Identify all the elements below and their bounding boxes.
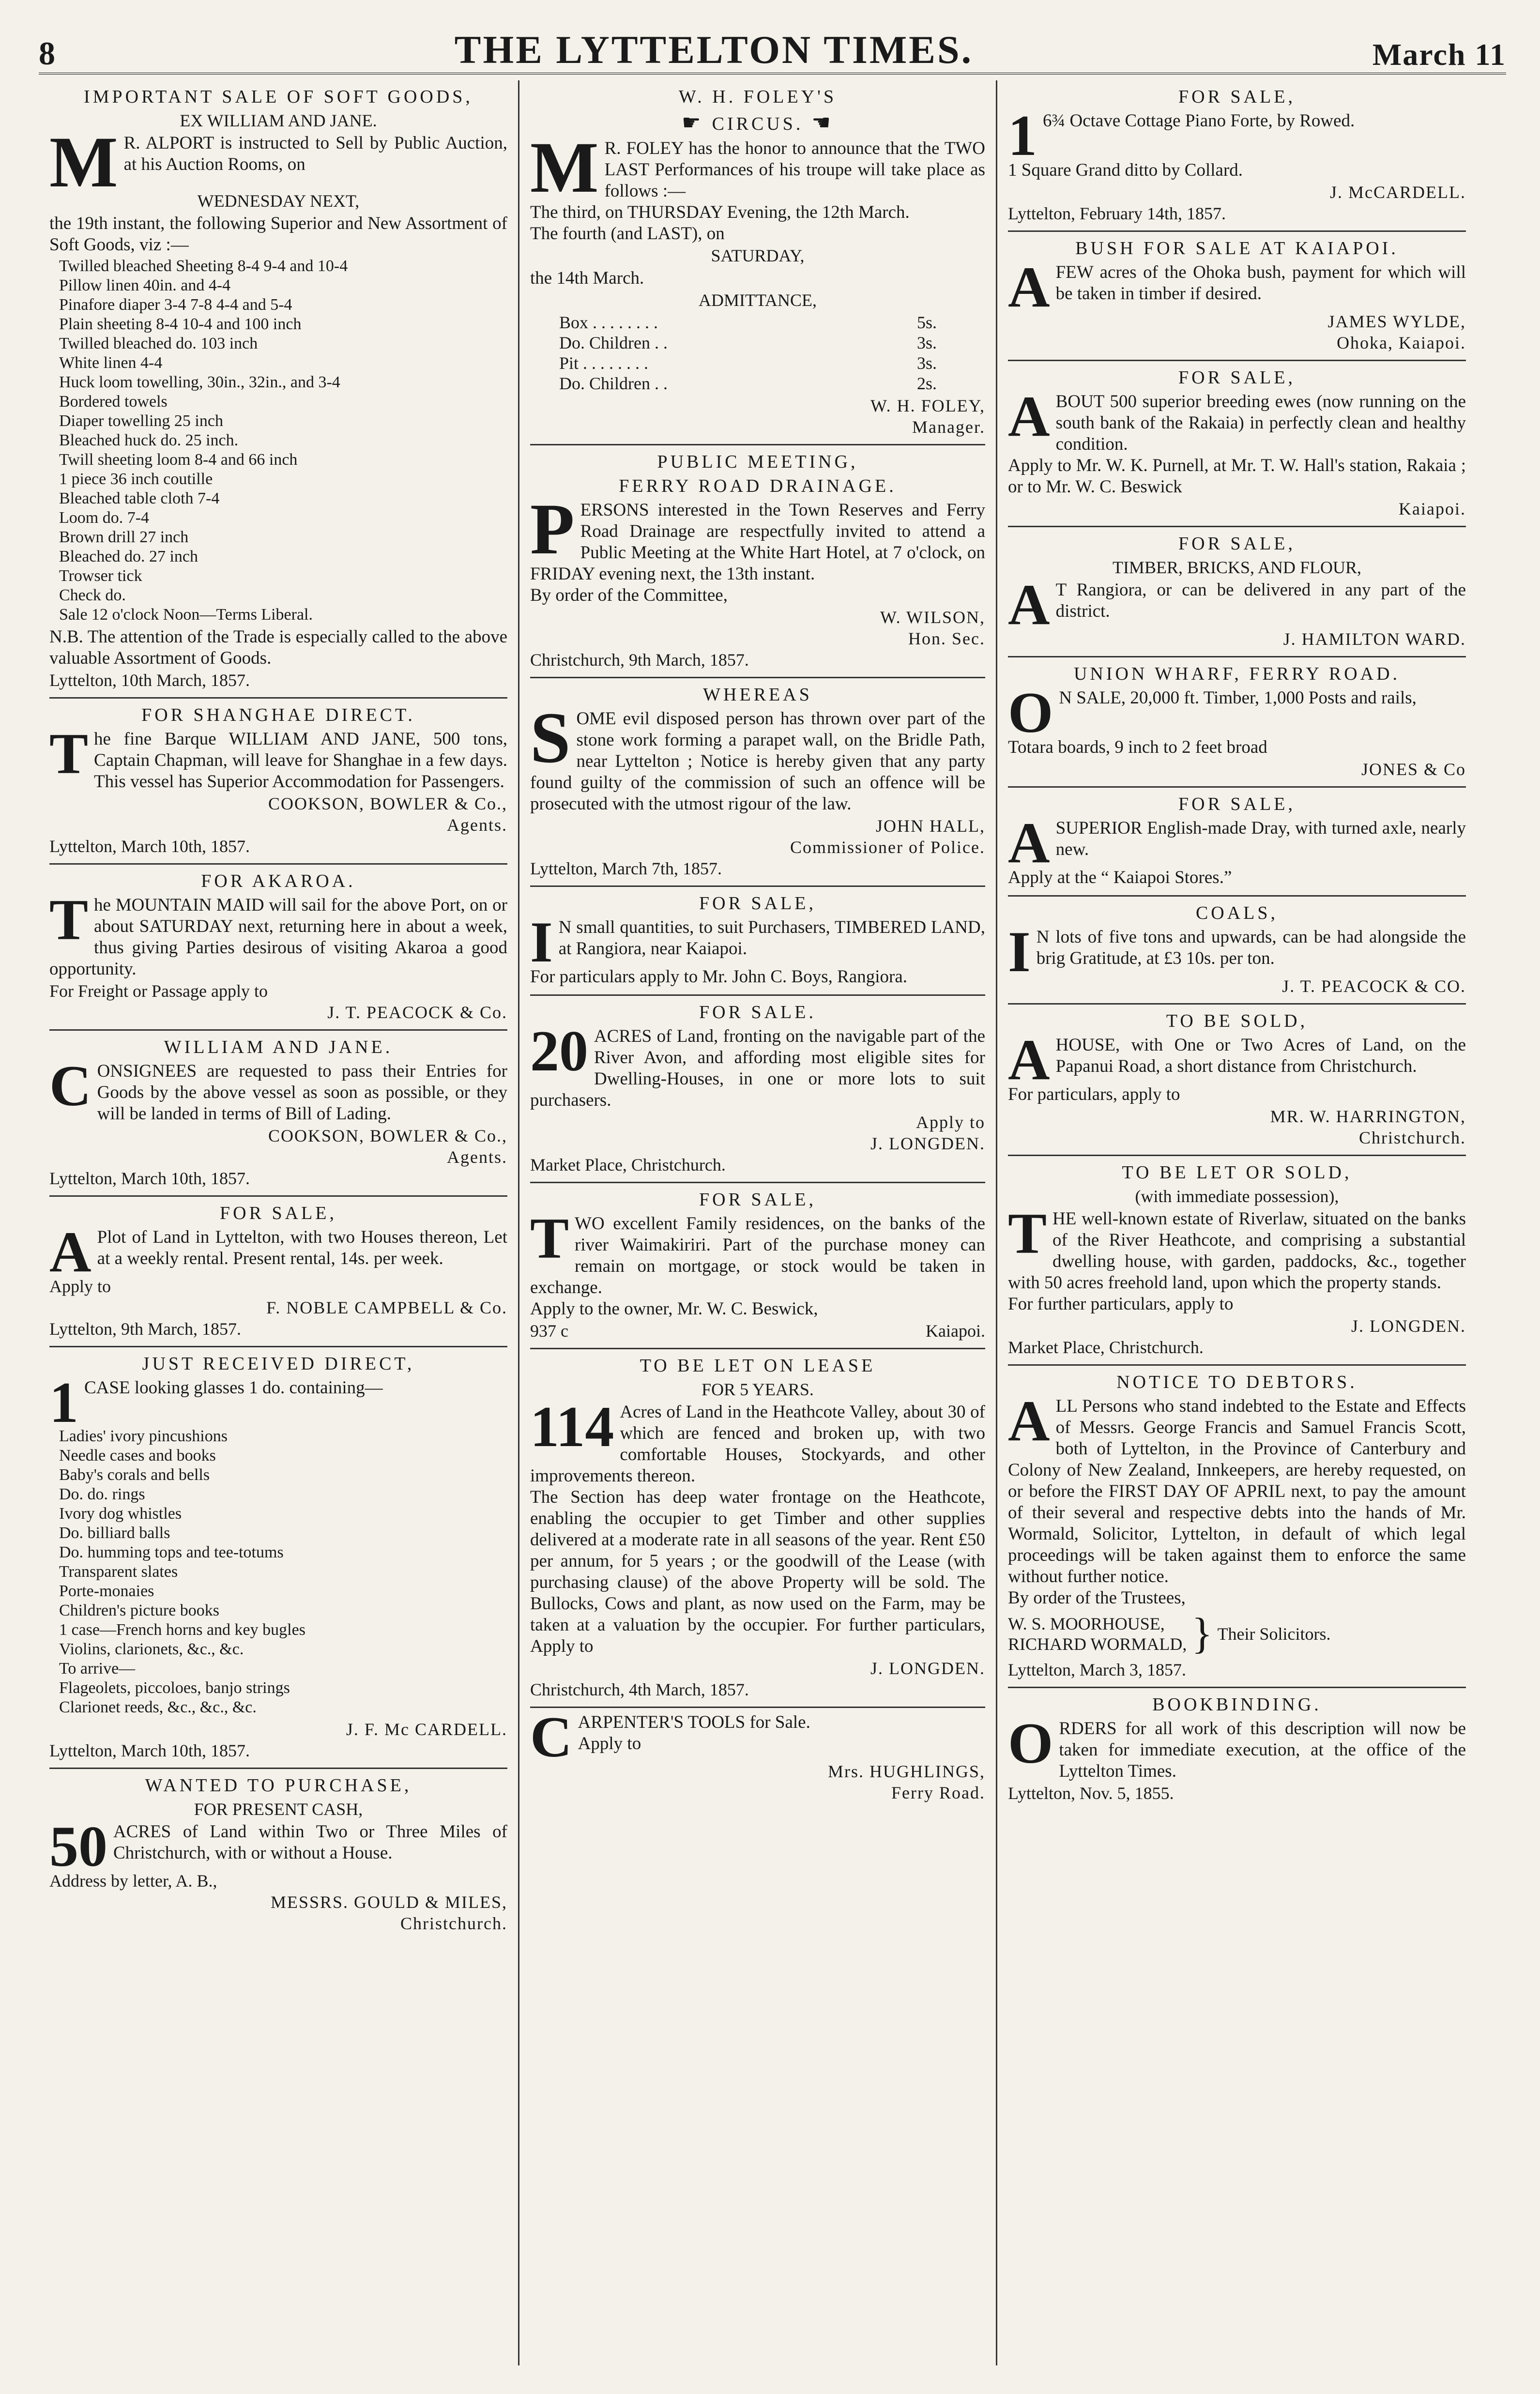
list-item: Ladies' ivory pincushions: [59, 1427, 228, 1445]
price-label: Pit . . . . . . . .: [559, 353, 649, 373]
trustees-block: [1008, 1609, 1466, 1659]
list-item: Do. humming tops and tee-totums: [59, 1543, 284, 1561]
price-label: Do. Children . .: [559, 374, 668, 393]
ad-role: Manager.: [912, 417, 985, 437]
drop-cap: A: [1008, 1388, 1050, 1453]
ad-heading: WILLIAM AND JANE.: [164, 1037, 393, 1057]
ad-heading: BOOKBINDING.: [1152, 1694, 1322, 1715]
ad-line: The third, on THURSDAY Evening, the 12th March.: [530, 202, 910, 222]
ad-dateline: Lyttelton, March 7th, 1857.: [530, 859, 722, 878]
pointing-hand-icon: ☛: [682, 111, 712, 135]
ad-apply: For Freight or Passage apply to: [49, 981, 268, 1001]
ad-signer: J. T. PEACOCK & CO.: [1282, 976, 1466, 996]
newspaper-title: THE LYTTELTON TIMES.: [454, 28, 974, 72]
drop-cap: T: [49, 721, 89, 786]
drop-cap: A: [1008, 572, 1050, 637]
price-label: Box . . . . . . . .: [559, 313, 658, 332]
ad-plot: [49, 1197, 507, 1347]
ad-bush: [1008, 232, 1466, 361]
ad-signer: COOKSON, BOWLER & Co.,: [268, 794, 507, 813]
pointing-hand-icon: ☚: [803, 111, 834, 135]
drop-cap: C: [49, 1053, 91, 1118]
ad-lease: [530, 1349, 985, 1708]
ad-apply: For particulars, apply to: [1008, 1084, 1180, 1104]
ad-heading: WANTED TO PURCHASE,: [145, 1775, 412, 1796]
drop-cap: T: [49, 887, 89, 952]
drop-cap: M: [49, 122, 118, 202]
goods-list: [49, 1427, 507, 1717]
drop-cap: 1: [1008, 103, 1037, 168]
ad-body: SUPERIOR English-made Dray, with turned axle, nearly new.: [1055, 818, 1466, 859]
ad-heading: JUST RECEIVED DIRECT,: [142, 1354, 415, 1374]
ad-subheading: FERRY ROAD DRAINAGE.: [619, 476, 897, 496]
list-item: Bordered towels: [59, 393, 168, 411]
ad-order: By order of the Committee,: [530, 585, 728, 605]
ad-signer: J. McCARDELL.: [1330, 183, 1466, 202]
ad-line: 1 Square Grand ditto by Collard.: [1008, 160, 1243, 180]
ad-body: FEW acres of the Ohoka bush, payment for which will be taken in timber if desired.: [1055, 262, 1466, 304]
ad-ewes: [1008, 361, 1466, 527]
ad-day: WEDNESDAY NEXT,: [197, 191, 360, 211]
ad-code-line: [530, 1321, 985, 1341]
ad-heading: FOR SALE,: [220, 1203, 337, 1223]
list-item: To arrive—: [59, 1660, 136, 1677]
price-value: 3s.: [916, 333, 937, 352]
ad-subheading: (with immediate possession),: [1135, 1187, 1339, 1206]
ad-heading: W. H. FOLEY'S: [678, 87, 837, 107]
ad-place: Christchurch.: [1359, 1128, 1466, 1147]
goods-list: [49, 257, 507, 625]
ad-heading: PUBLIC MEETING,: [657, 452, 858, 472]
ad-role: Hon. Sec.: [908, 629, 985, 648]
ad-signer: F. NOBLE CAMPBELL & Co.: [266, 1298, 507, 1317]
ad-heading: TO BE SOLD,: [1166, 1011, 1308, 1031]
drop-cap: 1: [49, 1370, 78, 1434]
ad-apply: Apply to Mr. W. K. Purnell, at Mr. T. W. Hall's station, Rakaia ; or to Mr. W. C. Beswick: [1008, 456, 1466, 497]
ad-shanghae: [49, 699, 507, 865]
ad-body: R. FOLEY has the honor to announce that the TWO LAST Performances of his troupe will take place as follows :—: [604, 138, 985, 201]
trustee-name: RICHARD WORMALD,: [1008, 1634, 1187, 1654]
ad-timbered-land: [530, 887, 985, 996]
ad-heading: TO BE LET OR SOLD,: [1122, 1162, 1352, 1183]
ad-body: ACRES of Land, fronting on the navigable part of the River Avon, and affording most eligible sites for Dwelling-Houses, in one or more lots to suit purchasers.: [530, 1026, 985, 1110]
ad-order: By order of the Trustees,: [1008, 1588, 1186, 1608]
list-item: 1 piece 36 inch coutille: [59, 470, 213, 488]
ad-bookbinding: [1008, 1688, 1466, 1810]
price-value: 5s.: [916, 313, 937, 332]
ad-dateline: Lyttelton, March 10th, 1857.: [49, 1169, 250, 1188]
list-item: Diaper towelling 25 inch: [59, 412, 223, 430]
list-item: Pinafore diaper 3-4 7-8 4-4 and 5-4: [59, 296, 292, 314]
ad-place: Market Place, Christchurch.: [530, 1155, 726, 1174]
list-item: Bleached table cloth 7-4: [59, 489, 220, 507]
drop-cap: M: [530, 127, 599, 208]
ad-apply: Apply at the “ Kaiapoi Stores.”: [1008, 868, 1232, 887]
list-item: Do. do. rings: [59, 1485, 145, 1503]
ad-dateline: Lyttelton, February 14th, 1857.: [1008, 204, 1226, 223]
price-row: [559, 333, 937, 353]
list-item: Brown drill 27 inch: [59, 528, 189, 546]
ad-dray: [1008, 788, 1466, 897]
ad-apply: Apply to the owner, Mr. W. C. Beswick,: [530, 1299, 818, 1319]
ad-line: Totara boards, 9 inch to 2 feet broad: [1008, 737, 1267, 757]
ad-body: N SALE, 20,000 ft. Timber, 1,000 Posts and rails,: [1059, 688, 1417, 708]
ad-body: ERSONS interested in the Town Reserves and Ferry Road Drainage are respectfully invited to attend a Public Meeting at the White Hart Hotel, at 7 o'clock, on FRIDAY evening next, the 13th instant.: [530, 500, 985, 584]
trustees-names: [1008, 1614, 1187, 1654]
ad-body: CASE looking glasses 1 do. containing—: [84, 1378, 383, 1398]
drop-cap: T: [530, 1206, 569, 1270]
ad-place: Ohoka, Kaiapoi.: [1337, 333, 1466, 352]
ad-dateline: Lyttelton, March 3, 1857.: [1008, 1660, 1186, 1679]
ad-signer: MESSRS. GOULD & MILES,: [270, 1892, 507, 1912]
drop-cap: P: [530, 489, 575, 569]
ad-apply: Apply to: [49, 1277, 111, 1296]
ad-heading: FOR SALE.: [699, 1002, 816, 1022]
column-right: [997, 80, 1477, 2365]
ad-code: 937 c: [530, 1321, 568, 1341]
ad-soft-goods: [49, 80, 507, 699]
ad-heading: FOR SALE,: [699, 1189, 816, 1210]
ad-dateline: Lyttelton, 9th March, 1857.: [49, 1319, 241, 1339]
ad-subheading: TIMBER, BRICKS, AND FLOUR,: [1112, 558, 1362, 577]
ad-heading: FOR SALE,: [1178, 87, 1296, 107]
ad-day: SATURDAY,: [711, 246, 805, 265]
issue-date: March 11: [1372, 37, 1506, 72]
ad-body: N small quantities, to suit Purchasers, TIMBERED LAND, at Rangiora, near Kaiapoi.: [558, 917, 985, 959]
ad-role: Commissioner of Police.: [790, 838, 985, 857]
ad-riverlaw: [1008, 1156, 1466, 1366]
admittance-label: ADMITTANCE,: [698, 290, 817, 310]
trustee-name: W. S. MOORHOUSE,: [1008, 1614, 1165, 1633]
ad-heading: UNION WHARF, FERRY ROAD.: [1073, 664, 1401, 684]
ad-address: Address by letter, A. B.,: [49, 1871, 217, 1891]
ad-dateline: Christchurch, 4th March, 1857.: [530, 1680, 749, 1699]
ad-body: ONSIGNEES are requested to pass their Entries for Goods by the above vessel as soon as possible, or they will be landed in terms of Bill of Lading.: [97, 1061, 507, 1124]
ad-timber-bricks-flour: [1008, 527, 1466, 657]
ad-dateline: Lyttelton, March 10th, 1857.: [49, 1741, 250, 1760]
ad-dateline: Lyttelton, 10th March, 1857.: [49, 671, 250, 690]
ad-heading: FOR SALE,: [1178, 794, 1296, 814]
list-item: Porte-monaies: [59, 1582, 154, 1600]
price-table: [559, 312, 985, 394]
ad-body: HE well-known estate of Riverlaw, situated on the banks of the River Heathcote, and comprising a substantial dwelling house, with garden, paddocks, &c., together with 50 acres freehold land, upon which the property stands.: [1008, 1209, 1466, 1293]
solicitors-label: Their Solicitors.: [1217, 1624, 1331, 1644]
list-item: Violins, clarionets, &c., &c.: [59, 1640, 244, 1658]
ad-line: the 14th March.: [530, 268, 644, 288]
price-row: [559, 373, 937, 394]
ad-heading: IMPORTANT SALE OF SOFT GOODS,: [84, 87, 473, 107]
ad-apply: For particulars apply to Mr. John C. Boys, Rangiora.: [530, 967, 907, 987]
ad-heading: FOR AKAROA.: [201, 871, 356, 891]
drop-cap: A: [1008, 810, 1050, 875]
list-item: Baby's corals and bells: [59, 1466, 210, 1484]
ad-body: OME evil disposed person has thrown over part of the stone work forming a parapet wall, on the Bridle Path, near Lyttelton ; Notice is hereby given that any party found guilty of the commission of such an offence will be prosecuted with the utmost rigour of the law.: [530, 709, 985, 814]
ad-signer: COOKSON, BOWLER & Co.,: [268, 1126, 507, 1145]
list-item: Transparent slates: [59, 1563, 178, 1581]
ad-residences: [530, 1183, 985, 1349]
ad-body: BOUT 500 superior breeding ewes (now running on the south bank of the Rakaia) in perfectly clean and healthy condition.: [1055, 392, 1466, 454]
drop-cap: A: [1008, 384, 1050, 448]
drop-cap: I: [1008, 919, 1031, 984]
ad-subheading: FOR 5 YEARS.: [701, 1380, 814, 1399]
page-number: 8: [39, 35, 55, 72]
ad-signer: J. LONGDEN.: [1351, 1316, 1466, 1336]
ad-signer: J. F. Mc CARDELL.: [346, 1720, 507, 1739]
ad-whereas: [530, 678, 985, 887]
drop-cap: 20: [530, 1019, 588, 1083]
ad-heading: FOR SALE,: [699, 893, 816, 914]
ad-body: ARPENTER'S TOOLS for Sale.: [578, 1712, 810, 1732]
ad-heading: BUSH FOR SALE AT KAIAPOI.: [1075, 238, 1399, 259]
drop-cap: T: [1008, 1201, 1047, 1266]
ad-signer: JOHN HALL,: [876, 816, 985, 836]
ad-body-continued: The Section has deep water frontage on the Heathcote, enabling the occupier to get Timber and other supplies delivered at a moderate rate in all seasons of the year. Rent £50 per annum, for 5 years ; or the goodwill of the Lease (with purchasing clause) of the above Property will be sold. The Bullocks, Cows and plant, as now used on the Farm, may be taken at a valuation by the occupier. For further particulars, Apply to: [530, 1487, 985, 1656]
ad-heading: FOR SHANGHAE DIRECT.: [141, 705, 415, 725]
ad-just-received: [49, 1347, 507, 1769]
list-item: Sale 12 o'clock Noon—Terms Liberal.: [59, 606, 313, 624]
ad-heading: TO BE LET ON LEASE: [640, 1356, 876, 1376]
ad-circus: [530, 80, 985, 445]
list-item: Huck loom towelling, 30in., 32in., and 3-4: [59, 373, 340, 391]
list-item: Twilled bleached Sheeting 8-4 9-4 and 10-4: [59, 257, 348, 275]
ad-carpenters-tools: [530, 1705, 985, 1810]
price-label: Do. Children . .: [559, 333, 668, 352]
ad-heading: COALS,: [1195, 903, 1279, 923]
ad-union-wharf: [1008, 657, 1466, 788]
ad-body: N lots of five tons and upwards, can be had alongside the brig Gratitude, at £3 10s. per ton.: [1036, 927, 1466, 968]
list-item: Bleached huck do. 25 inch.: [59, 431, 239, 449]
brace-icon: }: [1191, 1610, 1213, 1658]
ad-body: he MOUNTAIN MAID will sail for the above Port, on or about SATURDAY next, returning here in about a week, thus giving Parties desirous of visiting Akaroa a good opportunity.: [49, 895, 507, 979]
drop-cap: I: [530, 910, 553, 974]
ad-body: WO excellent Family residences, on the banks of the river Waimakiriri. Part of the purchase money can remain on mortgage, or stock would be taken in exchange.: [530, 1214, 985, 1297]
list-item: Children's picture books: [59, 1601, 219, 1619]
ad-dateline: Lyttelton, March 10th, 1857.: [49, 837, 250, 856]
ad-notice-to-debtors: [1008, 1366, 1466, 1688]
list-item: Ivory dog whistles: [59, 1505, 182, 1523]
drop-cap: O: [1008, 680, 1053, 745]
ad-subheading: FOR PRESENT CASH,: [194, 1799, 363, 1819]
ad-signer: W. H. FOLEY,: [870, 396, 985, 415]
ad-body: RDERS for all work of this description will now be taken for immediate execution, at the office of the Lyttelton Times.: [1059, 1719, 1466, 1781]
ad-consignees: [49, 1031, 507, 1197]
list-item: Clarionet reeds, &c., &c., &c.: [59, 1698, 257, 1716]
list-item: Bleached do. 27 inch: [59, 548, 198, 565]
list-item: Trowser tick: [59, 567, 142, 585]
list-item: Loom do. 7-4: [59, 509, 150, 527]
list-item: Plain sheeting 8-4 10-4 and 100 inch: [59, 315, 302, 333]
ad-heading: WHEREAS: [703, 685, 812, 705]
ad-body: T Rangiora, or can be delivered in any part of the district.: [1055, 580, 1466, 621]
ad-subheading: CIRCUS.: [712, 114, 804, 134]
list-item: 1 case—French horns and key bugles: [59, 1621, 305, 1639]
ad-signer: MR. W. HARRINGTON,: [1270, 1107, 1466, 1126]
column-middle: [518, 80, 997, 2365]
ad-body: Plot of Land in Lyttelton, with two Houses thereon, Let at a weekly rental. Present rental, 14s. per week.: [97, 1227, 507, 1268]
drop-cap: 114: [530, 1394, 614, 1459]
list-item: Twill sheeting loom 8-4 and 66 inch: [59, 451, 298, 469]
ad-dateline: Christchurch, 9th March, 1857.: [530, 650, 749, 670]
drop-cap: A: [1008, 1027, 1050, 1092]
ad-body: ACRES of Land within Two or Three Miles of Christchurch, with or without a House.: [113, 1822, 507, 1863]
drop-cap: 50: [49, 1814, 107, 1878]
ad-wanted: [49, 1769, 507, 1940]
drop-cap: A: [1008, 255, 1050, 319]
list-item: Check do.: [59, 586, 126, 604]
ad-piano: [1008, 80, 1466, 232]
ad-apply: For further particulars, apply to: [1008, 1294, 1234, 1314]
ad-body: 6¾ Octave Cottage Piano Forte, by Rowed.: [1043, 111, 1355, 131]
ad-body: HOUSE, with One or Two Acres of Land, on the Papanui Road, a short distance from Christchurch.: [1055, 1035, 1466, 1076]
drop-cap: O: [1008, 1711, 1053, 1775]
ad-place: Ferry Road.: [891, 1783, 985, 1802]
price-value: 2s.: [916, 374, 937, 393]
ad-body: he fine Barque WILLIAM AND JANE, 500 tons, Captain Chapman, will leave for Shanghae in a few days. This vessel has Superior Accommodation for Passengers.: [94, 729, 507, 792]
ad-signer: J. T. PEACOCK & Co.: [327, 1003, 507, 1022]
price-value: 3s.: [916, 353, 937, 373]
ad-dateline: Lyttelton, Nov. 5, 1855.: [1008, 1784, 1174, 1803]
masthead: [39, 19, 1506, 75]
ad-public-meeting: [530, 445, 985, 678]
ad-body: the 19th instant, the following Superior and New Assortment of Soft Goods, viz :—: [49, 213, 507, 255]
ad-subheading: EX WILLIAM AND JANE.: [180, 111, 377, 130]
ad-role: Agents.: [447, 815, 507, 835]
drop-cap: A: [49, 1220, 91, 1284]
ad-akaroa: [49, 865, 507, 1031]
list-item: Flageolets, piccoloes, banjo strings: [59, 1679, 290, 1697]
column-left: [39, 80, 518, 2365]
ad-signer: J. HAMILTON WARD.: [1283, 629, 1466, 649]
ad-signer: J. LONGDEN.: [870, 1134, 985, 1153]
ad-place: Market Place, Christchurch.: [1008, 1338, 1204, 1357]
ad-place: Kaiapoi.: [1399, 499, 1466, 518]
list-item: Do. billiard balls: [59, 1524, 170, 1542]
ad-role: Agents.: [447, 1147, 507, 1167]
ad-signer: JONES & Co: [1361, 760, 1466, 779]
ad-signer: W. WILSON,: [880, 608, 985, 627]
price-row: [559, 312, 937, 333]
price-row: [559, 353, 937, 373]
ad-body: Acres of Land in the Heathcote Valley, about 30 of which are fenced and broken up, with two comfortable Houses, Stockyards, and other improvements thereon.: [530, 1402, 985, 1486]
ad-place: Kaiapoi.: [926, 1321, 985, 1341]
ad-apply: Apply to: [915, 1113, 985, 1132]
ad-signer: J. LONGDEN.: [870, 1659, 985, 1678]
ad-coals: [1008, 897, 1466, 1005]
drop-cap: S: [530, 698, 571, 778]
list-item: Pillow linen 40in. and 4-4: [59, 276, 231, 294]
ad-signer: Mrs. HUGHLINGS,: [828, 1762, 985, 1781]
ad-avon-land: [530, 996, 985, 1183]
list-item: White linen 4-4: [59, 354, 163, 372]
drop-cap: C: [530, 1705, 572, 1769]
list-item: Needle cases and books: [59, 1447, 216, 1464]
ad-house-papanui: [1008, 1005, 1466, 1156]
ad-heading: FOR SALE,: [1178, 534, 1296, 554]
ad-apply: Apply to: [578, 1734, 641, 1754]
ad-signer: JAMES WYLDE,: [1327, 312, 1466, 331]
ad-place: Christchurch.: [400, 1914, 507, 1933]
ad-heading: FOR SALE,: [1178, 367, 1296, 388]
ad-heading: NOTICE TO DEBTORS.: [1116, 1372, 1357, 1392]
ad-body: LL Persons who stand indebted to the Estate and Effects of Messrs. George Francis and Samuel Francis Scott, both of Lyttelton, in the Province of Canterbury and Colony of New Zealand, Innkeepers, are hereby requested, on or before the FIRST DAY OF APRIL next, to pay the amount of their several and respective debts into the hands of Mr. Wormald, Solicitor, Lyttelton, in default of which legal proceedings will be taken against them to enforce the same without further notice.: [1008, 1396, 1466, 1586]
list-item: Twilled bleached do. 103 inch: [59, 335, 258, 352]
ad-note: N.B. The attention of the Trade is especially called to the above valuable Assortment of Goods.: [49, 627, 507, 668]
ad-line: The fourth (and LAST), on: [530, 224, 725, 244]
ad-body: R. ALPORT is instructed to Sell by Public Auction, at his Auction Rooms, on: [123, 133, 507, 174]
